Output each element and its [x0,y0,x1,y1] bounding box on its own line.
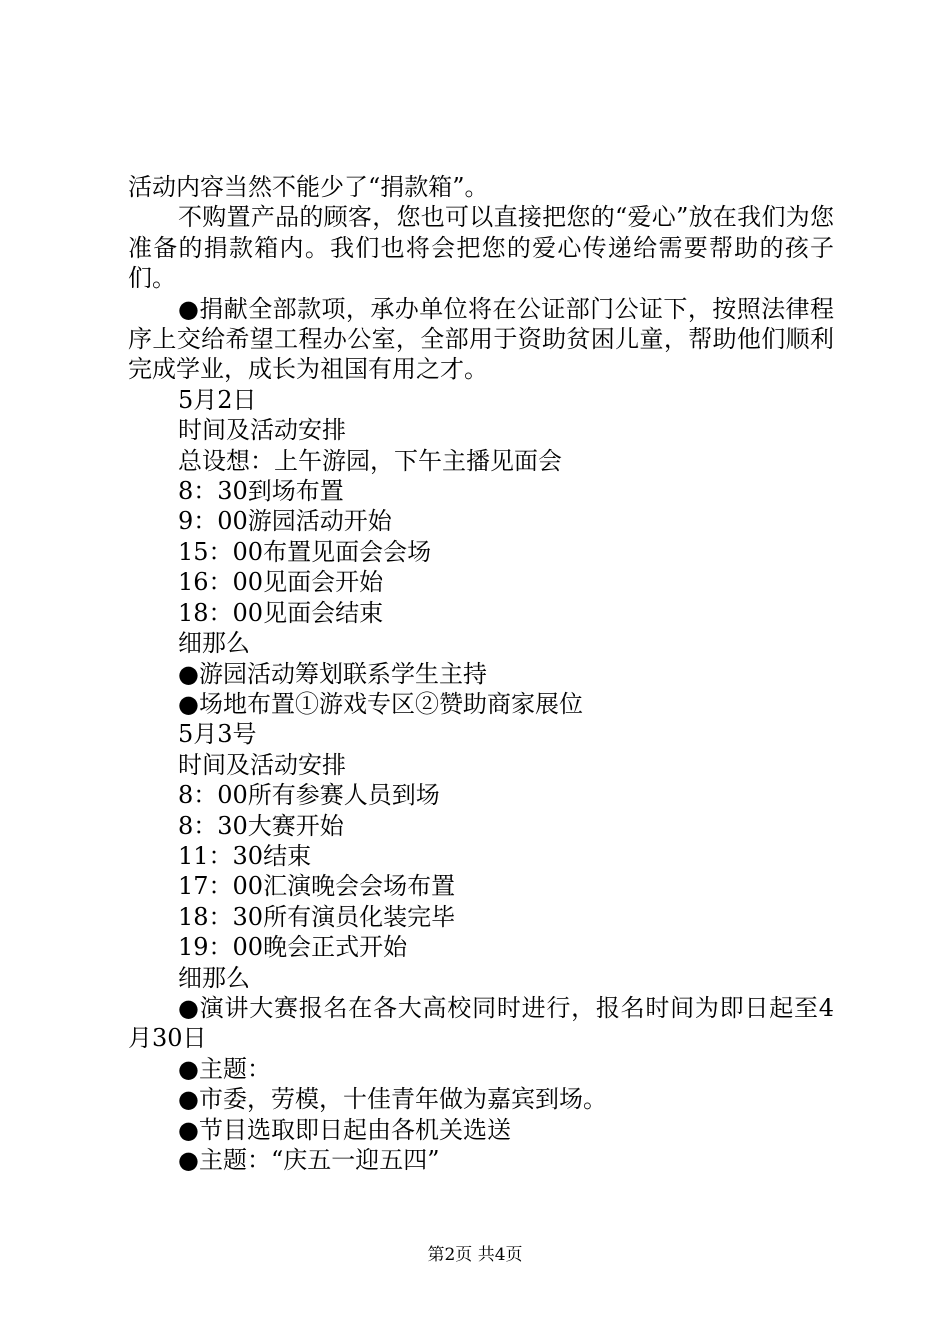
schedule-item: 15：00布置见面会会场 [178,537,432,566]
schedule-item: 8：00所有参赛人员到场 [178,781,440,810]
paragraph: 总设想：上午游园，下午主播见面会 [178,446,562,475]
schedule-item: 17：00汇演晚会会场布置 [178,872,456,901]
schedule-item: 8：30大赛开始 [178,811,344,840]
bullet-item: ●游园活动筹划联系学生主持 [178,659,487,688]
paragraph: 不购置产品的顾客，您也可以直接把您的“爱心”放在我们为您准备的捐款箱内。我们也将会把您的爱心传递给需要帮助的孩子们。 [128,203,834,293]
schedule-item: 18：30所有演员化装完毕 [178,902,456,931]
schedule-item: 11：30结束 [178,841,312,870]
page-footer [0,1243,950,1267]
paragraph: 活动内容当然不能少了“捐款箱”。 [128,173,489,201]
page-number-label: 第2页 共4页 [427,1245,523,1265]
bullet-item: ●主题：“庆五一迎五四” [178,1146,440,1174]
schedule-item: 19：00晚会正式开始 [178,933,408,962]
bullet-item: ●市委，劳模，十佳青年做为嘉宾到场。 [178,1085,607,1114]
bullet-item: ●主题： [178,1054,271,1083]
schedule-item: 18：00见面会结束 [178,598,384,627]
paragraph: ●捐献全部款项，承办单位将在公证部门公证下，按照法律程序上交给希望工程办公室，全部用于资助贫困儿童，帮助他们顺利完成学业，成长为祖国有用之才。 [128,294,834,384]
date-heading: 5月3号 [178,720,257,749]
schedule-item: 16：00见面会开始 [178,568,384,597]
schedule-item: 9：00游园活动开始 [178,507,392,536]
bullet-item: ●演讲大赛报名在各大高校同时进行，报名时间为即日起至4月30日 [128,993,834,1053]
section-heading: 细那么 [178,963,250,992]
schedule-item: 8：30到场布置 [178,477,344,506]
document-body [128,172,834,1175]
bullet-item: ●场地布置①游戏专区②赞助商家展位 [178,689,583,718]
date-heading: 5月2日 [178,385,257,414]
section-heading: 时间及活动安排 [178,416,346,445]
section-heading: 时间及活动安排 [178,750,346,779]
section-heading: 细那么 [178,629,250,658]
bullet-item: ●节目选取即日起由各机关选送 [178,1115,511,1144]
